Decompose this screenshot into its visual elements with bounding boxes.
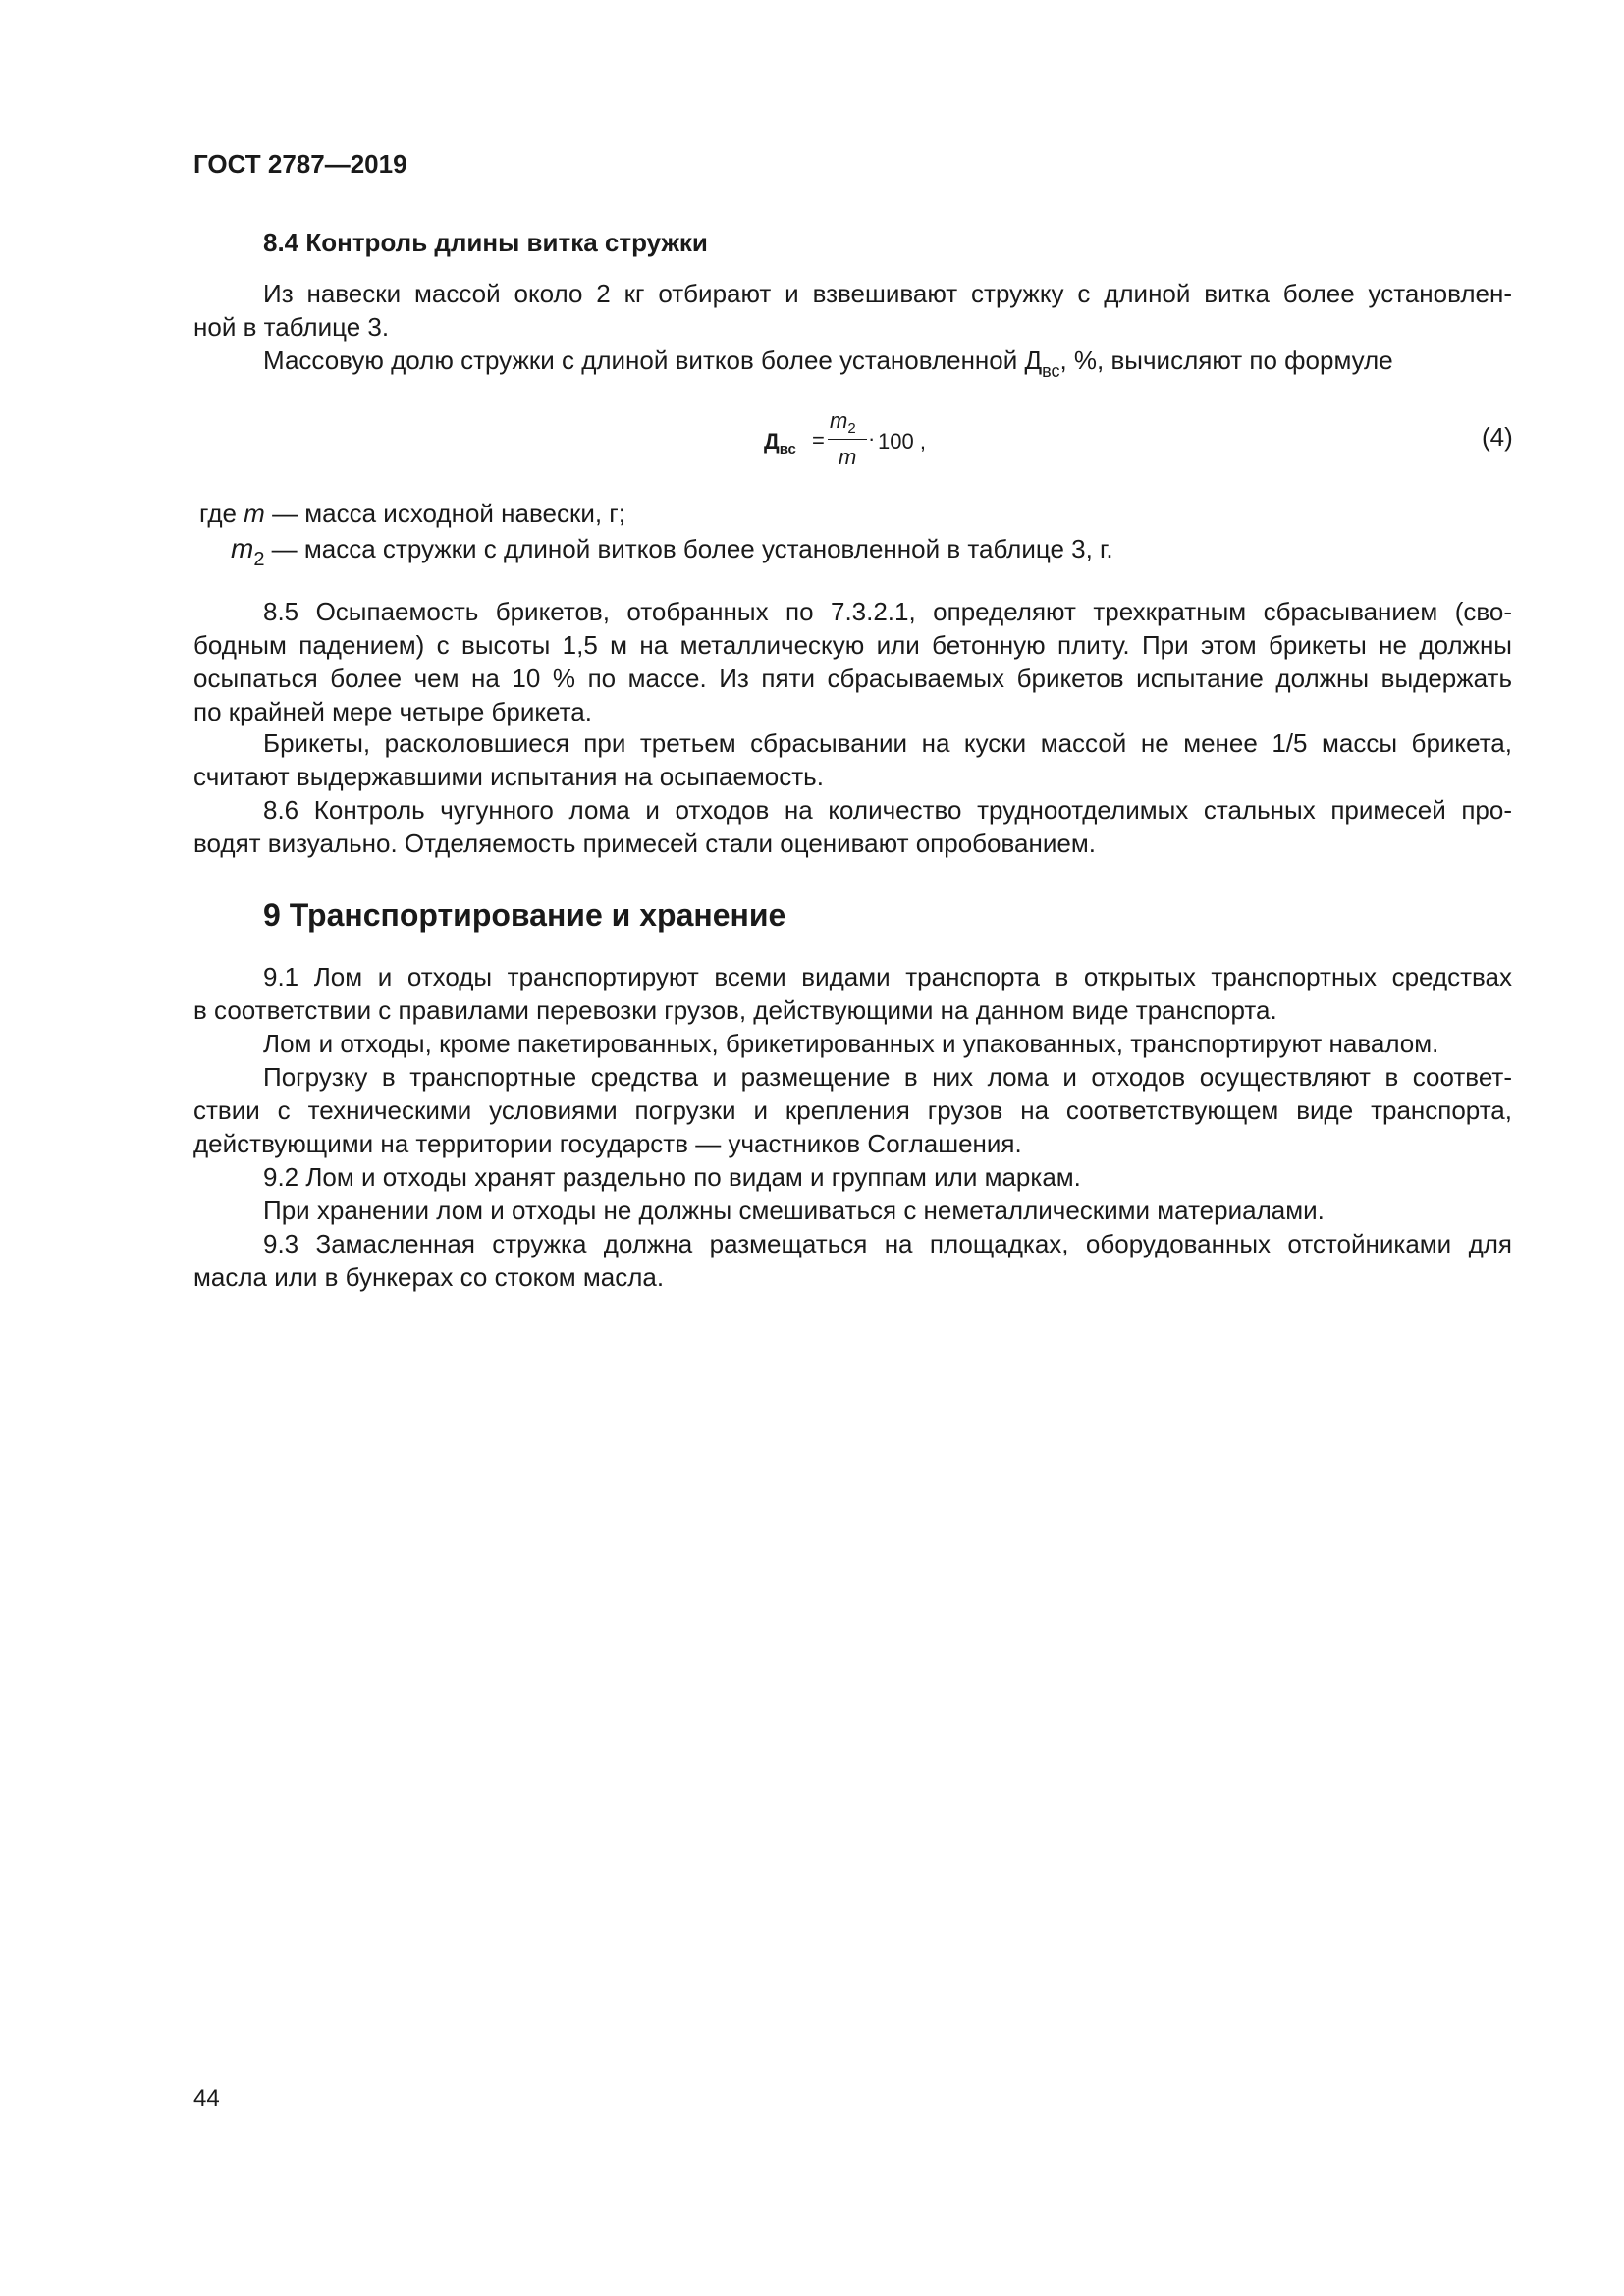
formula-numerator	[830, 408, 856, 437]
text-line: бодным падением) с высоты 1,5 м на металлическую или бетонную плиту. При этом брикеты не должны	[193, 630, 1512, 660]
text-line: в соответствии с правилами перевозки грузов, действующими на данном виде транспорта.	[193, 995, 1277, 1025]
where-variable: m	[231, 533, 254, 563]
paragraph-9-3	[193, 1227, 1512, 1294]
paragraph-8-5-continued	[193, 726, 1512, 793]
paragraph-9-1-bulk	[193, 1027, 1512, 1060]
formula-multiply-dot: ·	[868, 426, 876, 451]
document-id-header: ГОСТ 2787—2019	[193, 149, 407, 179]
text-line: Лом и отходы, кроме пакетированных, брикетированных и упакованных, транспортируют навалом.	[263, 1029, 1439, 1058]
text-line: 9.2 Лом и отходы хранят раздельно по видам и группам или маркам.	[263, 1162, 1081, 1192]
text-fragment: Массовую долю стружки с длиной витков более установленной Д	[263, 346, 1043, 375]
text-line: осыпаться более чем на 10 % по массе. Из пяти сбрасываемых брикетов испытание должны выдержать	[193, 664, 1512, 693]
text-line: Брикеты, расколовшиеся при третьем сбрасывании на куски массой не менее 1/5 массы брикета,	[263, 728, 1512, 758]
formula-factor: 100 ,	[878, 429, 926, 454]
paragraph-8-4-formula-intro	[193, 344, 1512, 380]
where-variable: m	[244, 499, 265, 528]
text-line: 8.5 Осыпаемость брикетов, отобранных по 7.3.2.1, определяют трехкратным сбрасыванием (сво-	[263, 597, 1512, 626]
formula-lhs-subscript: вс	[779, 441, 796, 457]
where-line-1	[199, 497, 625, 530]
formula-equals: =	[812, 428, 825, 453]
text-line: считают выдержавшими испытания на осыпаемость.	[193, 762, 824, 791]
text-line: действующими на территории государств — участников Соглашения.	[193, 1129, 1022, 1158]
subsection-title-8-4: 8.4 Контроль длины витка стружки	[263, 228, 708, 257]
text-line: ствии с техническими условиями погрузки и крепления грузов на соответствующем виде транспорта,	[193, 1095, 1512, 1125]
section-title-9: 9 Транспортирование и хранение	[263, 897, 786, 933]
where-prefix: где	[199, 499, 244, 528]
text-line: масла или в бункерах со стоком масла.	[193, 1262, 665, 1292]
paragraph-9-2-storage	[193, 1194, 1512, 1227]
subscript: вс	[1042, 361, 1060, 381]
text-line: по крайней мере четыре брикета.	[193, 697, 592, 726]
text-line: 8.6 Контроль чугунного лома и отходов на количество трудноотделимых стальных примесей про-	[263, 795, 1512, 825]
paragraph-9-1-loading	[193, 1060, 1512, 1160]
formula-lhs	[764, 428, 796, 458]
paragraph-8-6	[193, 793, 1512, 860]
text-line: При хранении лом и отходы не должны смешиваться с неметаллическими материалами.	[263, 1196, 1325, 1225]
formula-numerator-subscript: 2	[847, 420, 856, 437]
where-line-2	[231, 532, 1113, 568]
text-line: водят визуально. Отделяемость примесей стали оценивают опробованием.	[193, 828, 1096, 858]
paragraph-9-1	[193, 960, 1512, 1027]
paragraph-8-4-intro	[193, 277, 1512, 344]
paragraph-9-2	[193, 1160, 1512, 1194]
page-number: 44	[193, 2085, 220, 2111]
text-line: 9.1 Лом и отходы транспортируют всеми видами транспорта в открытых транспортных средствах	[263, 962, 1512, 991]
formula-denominator: m	[839, 445, 857, 469]
formula-number: (4)	[1482, 422, 1513, 452]
text-line	[193, 344, 1512, 380]
paragraph-8-5	[193, 595, 1512, 728]
formula-lhs-symbol: Д	[764, 429, 780, 454]
text-line: ной в таблице 3.	[193, 312, 390, 342]
text-fragment: , %, вычисляют по формуле	[1059, 346, 1393, 375]
text-line: Погрузку в транспортные средства и размещение в них лома и отходов осуществляют в соответ-	[263, 1062, 1512, 1092]
text-line: Из навески массой около 2 кг отбирают и взвешивают стружку с длиной витка более установлен-	[263, 279, 1512, 308]
where-variable-subscript: 2	[253, 549, 265, 570]
formula-numerator-var: m	[830, 408, 848, 433]
text-line: 9.3 Замасленная стружка должна размещаться на площадках, оборудованных отстойниками для	[263, 1229, 1512, 1258]
fraction-bar	[828, 439, 867, 440]
where-definition: — масса исходной навески, г;	[264, 499, 626, 528]
where-definition: — масса стружки с длиной витков более установленной в таблице 3, г.	[264, 534, 1113, 563]
